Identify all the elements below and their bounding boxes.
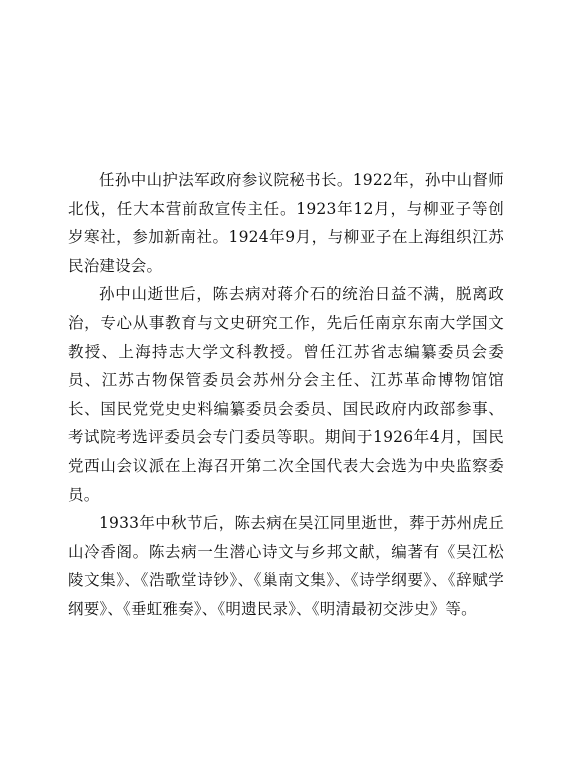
body-text — [68, 166, 504, 624]
paragraph-1: 任孙中山护法军政府参议院秘书长。1922年，孙中山督师北伐，任大本营前敌宣传主任。1923年12月，与柳亚子等创岁寒社，参加新南社。1924年9月，与柳亚子在上海组织江苏民治建设会。 — [68, 171, 504, 275]
paragraph-2: 孙中山逝世后，陈去病对蒋介石的统治日益不满，脱离政治，专心从事教育与文史研究工作，先后任南京东南大学国文教授、上海持志大学文科教授。曾任江苏省志编纂委员会委员、江苏古物保管委员会苏州分会主任、江苏革命博物馆馆长、国民党党史史料编纂委员会委员、国民政府内政部参事、考试院考选评委员会专门委员等职。期间于1926年4月，国民党西山会议派在上海召开第二次全国代表大会选为中央监察委员。 — [68, 285, 504, 504]
paragraph-3: 1933年中秋节后，陈去病在吴江同里逝世，葬于苏州虎丘山冷香阁。陈去病一生潜心诗文与乡邦文献，编著有《吴江松陵文集》、《浩歌堂诗钞》、《巢南文集》、《诗学纲要》、《辞赋学纲要》、《垂虹雅奏》、《明遗民录》、《明清最初交涉史》等。 — [68, 514, 504, 618]
